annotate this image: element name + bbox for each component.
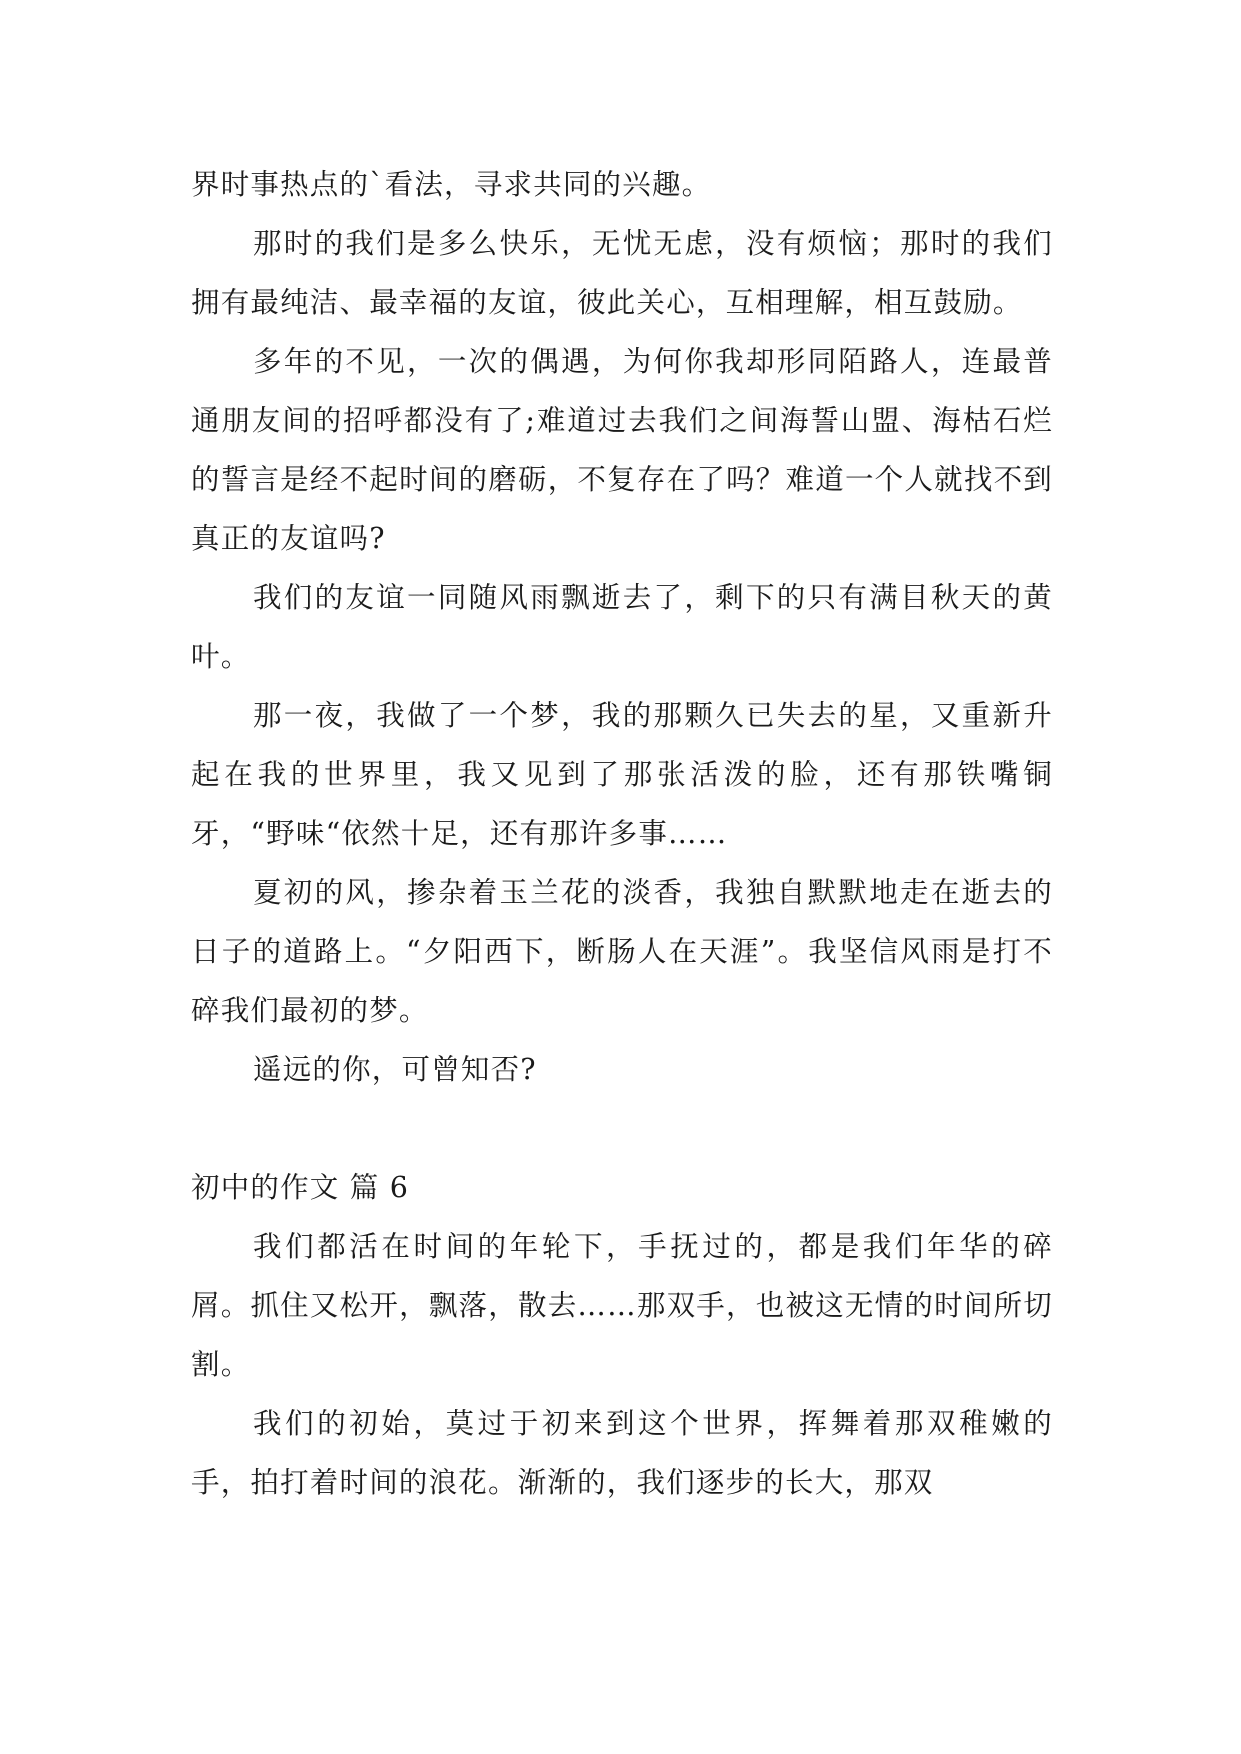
section-heading: 初中的作文 篇 6 <box>191 1171 410 1204</box>
paragraph: 我们的友谊一同随风雨飘逝去了，剩下的只有满目秋天的黄叶。 <box>191 581 1053 673</box>
paragraph: 夏初的风，掺杂着玉兰花的淡香，我独自默默地走在逝去的日子的道路上。“夕阳西下，断肠人在天涯”。我坚信风雨是打不碎我们最初的梦。 <box>191 876 1053 1027</box>
paragraph: 多年的不见，一次的偶遇，为何你我却形同陌路人，连最普通朋友间的招呼都没有了;难道过去我们之间海誓山盟、海枯石烂的誓言是经不起时间的磨砺，不复存在了吗？难道一个人就找不到真正的友谊吗? <box>191 345 1053 555</box>
section-spacer <box>191 1099 1053 1158</box>
paragraph: 那一夜，我做了一个梦，我的那颗久已失去的星，又重新升起在我的世界里，我又见到了那张活泼的脸，还有那铁嘴铜牙，“野味“依然十足，还有那许多事…… <box>191 699 1053 850</box>
paragraph: 那时的我们是多么快乐，无忧无虑，没有烦恼；那时的我们拥有最纯洁、最幸福的友谊，彼此关心，互相理解，相互鼓励。 <box>191 227 1053 319</box>
paragraph: 我们的初始，莫过于初来到这个世界，挥舞着那双稚嫩的手，拍打着时间的浪花。渐渐的，我们逐步的长大，那双 <box>191 1407 1053 1499</box>
paragraph: 遥远的你，可曾知否? <box>253 1053 537 1086</box>
paragraph: 我们都活在时间的年轮下，手抚过的，都是我们年华的碎屑。抓住又松开，飘落，散去……那双手，也被这无情的时间所切割。 <box>191 1230 1053 1381</box>
document-body <box>191 155 1053 1512</box>
paragraph-continuation: 界时事热点的`看法，寻求共同的兴趣。 <box>191 168 712 201</box>
